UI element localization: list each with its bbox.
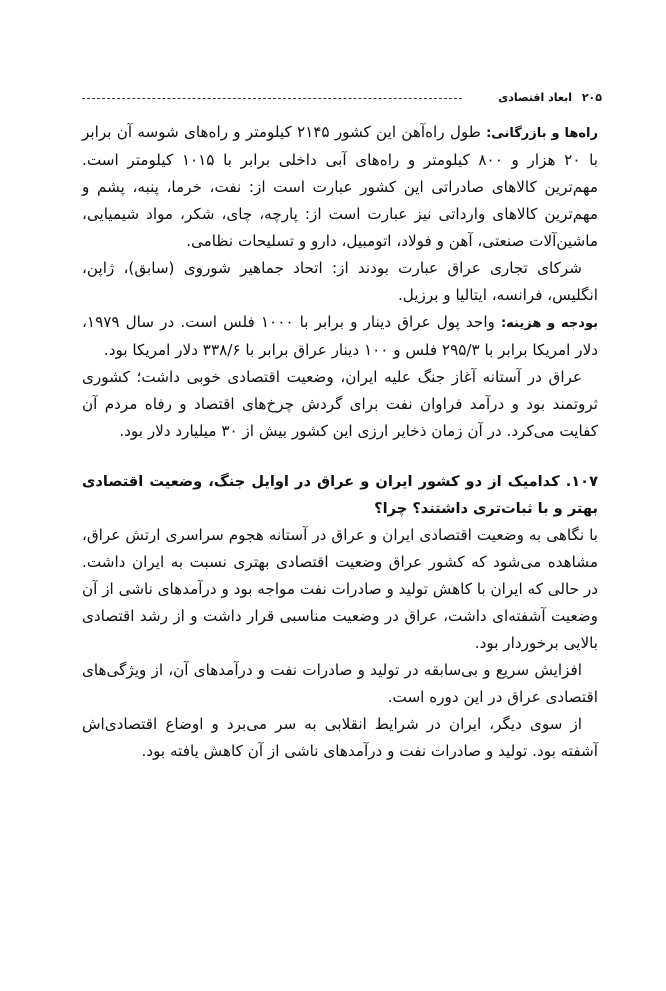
paragraph-roads-trade (82, 119, 598, 255)
section-lead-roads: راه‌ها و بازرگانی: (486, 126, 598, 141)
paragraph-text: واحد پول عراق دینار و برابر با ۱۰۰۰ فلس است. در سال ۱۹۷۹، دلار امریکا برابر با ۲۹۵/۳ فلس و ۱۰۰ دینار عراق برابر با ۳۳۸/۶ دلار امریکا بود. (82, 313, 598, 359)
running-title: ابعاد اقتصادی (498, 91, 572, 104)
paragraph-comparison: با نگاهی به وضعیت اقتصادی ایران و عراق در آستانه هجوم سراسری ارتش عراق، مشاهده می‌شود که کشور عراق وضعیت اقتصادی بهتری نسبت به ایران داشت. در حالی که ایران با کاهش تولید و صادرات نفت مواجه بود و درآمدهای ناشی از آن وضعیت آشفته‌ای داشت، عراق در وضعیت مناسبی قرار داشت و از رشد اقتصادی بالایی برخوردار بود. (82, 526, 598, 652)
paragraph-oil-growth: افزایش سریع و بی‌سابقه در تولید و صادرات نفت و درآمدهای آن، از ویژگی‌های اقتصادی عراق در این دوره است. (82, 661, 598, 706)
page-number: ۲۰۵ (581, 91, 602, 104)
header-rule (82, 98, 462, 99)
paragraph-text: طول راه‌آهن این کشور ۲۱۴۵ کیلومتر و راه‌های شوسه آن برابر با ۲۰ هزار و ۸۰۰ کیلومتر و راه‌های آبی داخلی برابر با ۱۰۱۵ کیلومتر است. مهم‌ترین کالاهای صادراتی این کشور عبارت است از: نفت، خرما، پنبه، پشم و مهم‌ترین کالاهای وارداتی نیز عبارت است از: پارچه، چای، شکر، مواد شیمیایی، ماشین‌آلات صنعتی، آهن و فولاد، اتومبیل، دارو و تسلیحات نظامی. (82, 123, 599, 250)
paragraph-iran-situation: از سوی دیگر، ایران در شرایط انقلابی به سر می‌برد و اوضاع اقتصادی‌اش آشفته بود. تولید و صادرات نفت و درآمدهای ناشی از آن کاهش یافته بود. (82, 715, 598, 760)
paragraph-prewar-economy: عراق در آستانه آغاز جنگ علیه ایران، وضعیت اقتصادی خوبی داشت؛ کشوری ثروتمند بود و درآمد فراوان نفت برای گردش چرخ‌های اقتصاد و رفاه مردم آن کفایت می‌کرد. در آن زمان ذخایر ارزی این کشور بیش از ۳۰ میلیارد دلار بود. (82, 368, 598, 440)
question-heading: ۱۰۷. کدامیک از دو کشور ایران و عراق در اوایل جنگ، وضعیت اقتصادی بهتر و با ثبات‌تری داشتند؟ چرا؟ (82, 473, 598, 517)
paragraph-budget (82, 309, 598, 364)
page-body (82, 119, 598, 765)
paragraph-trade-partners: شرکای تجاری عراق عبارت بودند از: اتحاد جماهیر شوروی (سابق)، ژاپن، انگلیس، فرانسه، ایتالیا و برزیل. (82, 259, 598, 304)
section-lead-budget: بودجه و هزینه: (500, 316, 598, 331)
running-header (82, 89, 602, 107)
